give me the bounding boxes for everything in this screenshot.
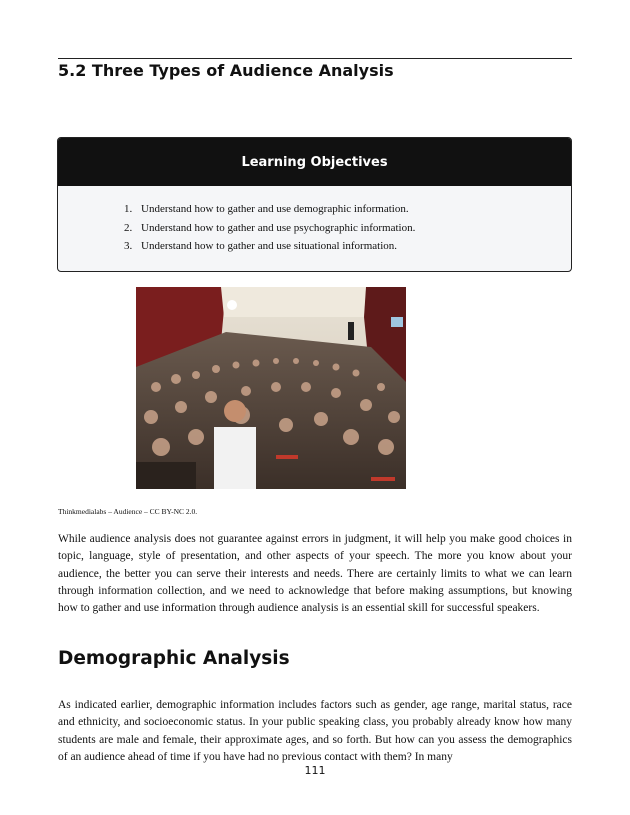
top-rule xyxy=(58,58,572,59)
list-item xyxy=(124,237,571,256)
page-number: 111 xyxy=(304,764,326,777)
list-item-text: Understand how to gather and use psychographic information. xyxy=(141,221,416,234)
list-item xyxy=(124,200,571,219)
learning-objectives-list xyxy=(58,186,571,256)
demographic-paragraph: As indicated earlier, demographic information includes factors such as gender, age range, marital status, race and ethnicity, and socioeconomic status. In your public speaking class, you probably already know how many students are male and female, their approximate ages, and so forth. But how can you assess the demographics of an audience ahead of time if you have had no previous contact with them? In many xyxy=(58,699,572,763)
list-item-number: 3. xyxy=(124,240,133,252)
list-item-number: 2. xyxy=(124,221,133,234)
list-item-text: Understand how to gather and use demographic information. xyxy=(141,203,409,215)
learning-objectives-title: Learning Objectives xyxy=(241,154,388,170)
learning-objectives-header xyxy=(58,138,571,186)
list-item-number: 1. xyxy=(124,203,133,215)
demographic-analysis-heading: Demographic Analysis xyxy=(58,648,290,669)
intro-paragraph: While audience analysis does not guarantee against errors in judgment, it will help you make good choices in topic, language, style of presentation, and other aspects of your speech. The more you know about your audience, the better you can serve their interests and needs. There are certainly limits to what we can learn through information collection, and we need to acknowledge that before making assumptions, but knowing how to gather and use information through audience analysis is an essential skill for successful speakers. xyxy=(58,533,572,615)
learning-objectives-box xyxy=(57,137,572,272)
section-title: 5.2 Three Types of Audience Analysis xyxy=(58,61,394,80)
figure-caption: Thinkmedialabs – Audience – CC BY-NC 2.0. xyxy=(58,507,198,516)
list-item-text: Understand how to gather and use situational information. xyxy=(141,240,397,252)
audience-photo xyxy=(136,287,406,489)
list-item xyxy=(124,219,571,238)
